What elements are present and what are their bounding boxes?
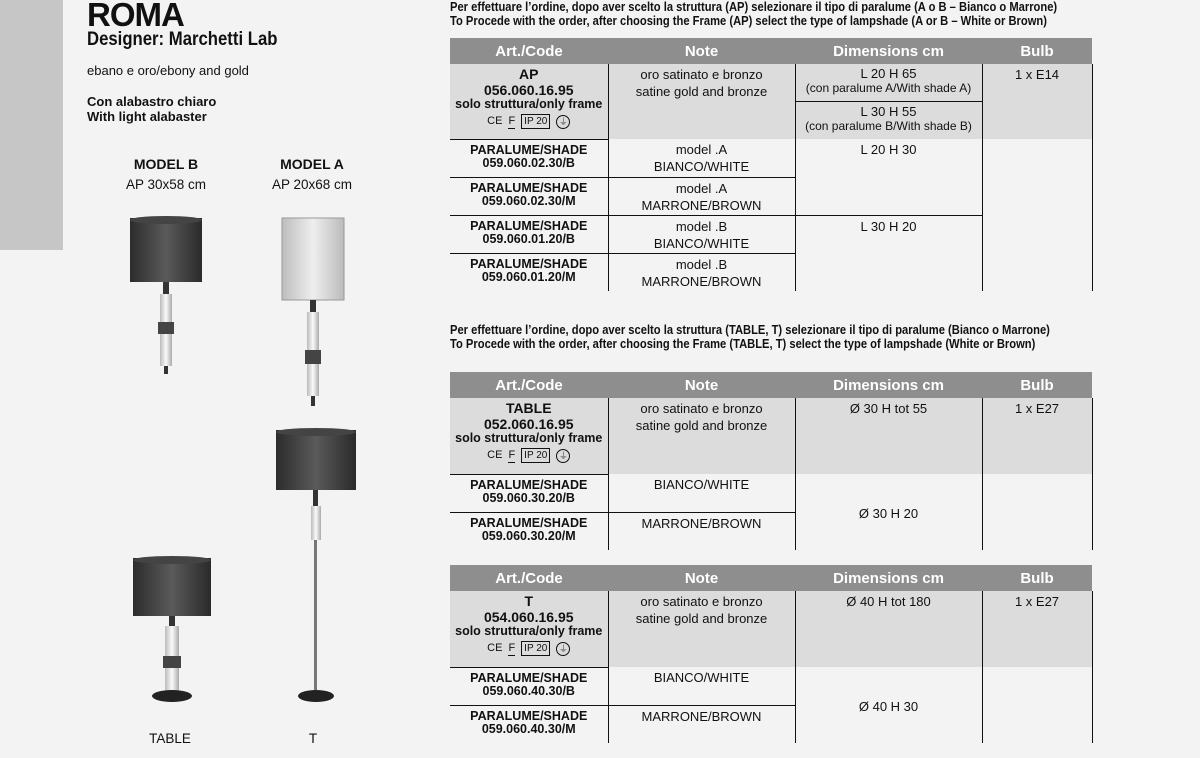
alabaster-en: With light alabaster: [87, 109, 207, 124]
shade-note-cell: [608, 215, 795, 253]
shade-code: 059.060.02.30/B: [482, 155, 575, 170]
frame-code: 056.060.16.95: [483, 82, 574, 98]
frame-type: TABLE: [505, 400, 552, 416]
dimension-sub: (con paralume A/With shade A): [805, 81, 972, 95]
shade-code-cell: [450, 139, 608, 177]
note-line: model .B: [675, 256, 728, 272]
header-row: [450, 38, 1092, 64]
ground-icon: ⏚: [556, 642, 570, 656]
instructions-it: Per effettuare l’ordine, dopo aver scelto la struttura (TABLE, T) selezionare il tipo di paralume (Bianco o Marrone): [450, 322, 1050, 337]
f-mark-icon: F: [508, 114, 516, 127]
shade-code: 059.060.01.20/B: [482, 231, 575, 246]
frame-desc: solo struttura/only frame: [455, 97, 603, 111]
f-mark-icon: F: [508, 641, 516, 654]
shade-label: PARALUME/SHADE: [470, 477, 588, 492]
shade-bulb-cell: [982, 474, 1092, 550]
table-lamp-image: [125, 550, 225, 710]
frame-dims-cell: [795, 591, 982, 667]
certification-icons: [450, 641, 608, 656]
note-line: BIANCO/WHITE: [653, 477, 750, 492]
shade-note-cell: [608, 253, 795, 291]
certification-icons: [450, 114, 608, 129]
ip-rating-icon: IP 20: [521, 448, 550, 463]
table-lamp-label: TABLE: [149, 731, 191, 746]
ce-mark-icon: CE: [487, 642, 503, 654]
shade-row: [450, 667, 1092, 705]
dimension-entry: [796, 64, 982, 101]
column-header: Art./Code: [450, 38, 608, 64]
note-line: BIANCO/WHITE: [653, 670, 750, 685]
shade-code: 059.060.40.30/B: [482, 683, 575, 698]
shade-note-cell: [608, 512, 795, 550]
note-line: MARRONE/BROWN: [641, 273, 762, 289]
note-line: oro satinato e bronzo: [640, 401, 763, 416]
frame-desc: solo struttura/only frame: [455, 431, 603, 445]
column-header: Note: [608, 372, 795, 398]
frame-code-cell: [450, 398, 608, 474]
shade-note-cell: [608, 705, 795, 743]
dimension-entry: [796, 400, 982, 417]
model-a-label: MODEL A: [280, 156, 344, 172]
shade-label: PARALUME/SHADE: [470, 218, 588, 233]
shade-row: [450, 474, 1092, 512]
floor-lamp-image: [268, 420, 368, 710]
note-line: satine gold and bronze: [635, 611, 768, 626]
product-title: ROMA: [87, 0, 184, 33]
note-line: MARRONE/BROWN: [641, 197, 762, 213]
spec-table: [450, 38, 1093, 291]
shade-code-cell: [450, 474, 608, 512]
shade-note-cell: [608, 667, 795, 705]
frame-row: [450, 591, 1092, 667]
dimension-entry: [796, 593, 982, 610]
finish: ebano e oro/ebony and gold: [87, 63, 249, 78]
shade-code-cell: [450, 512, 608, 550]
header-row: [450, 372, 1092, 398]
shade-bulb-cell: [982, 667, 1092, 743]
note-line: BIANCO/WHITE: [653, 159, 750, 174]
spec-table: [450, 372, 1093, 550]
column-header: Art./Code: [450, 372, 608, 398]
ce-mark-icon: CE: [487, 115, 503, 127]
note-line: satine gold and bronze: [635, 418, 768, 433]
frame-code: 052.060.16.95: [483, 416, 574, 432]
shade-code-cell: [450, 177, 608, 215]
shade-note-cell: [608, 474, 795, 512]
shade-code-cell: [450, 215, 608, 253]
note-line: MARRONE/BROWN: [641, 708, 762, 724]
column-header: Dimensions cm: [795, 565, 982, 591]
model-a-size: AP 20x68 cm: [271, 177, 353, 192]
model-b-size: AP 30x58 cm: [125, 177, 207, 192]
frame-note-cell: [608, 591, 795, 667]
frame-code-cell: [450, 591, 608, 667]
order-instructions: [450, 323, 1050, 351]
frame-code: 054.060.16.95: [483, 609, 574, 625]
ce-mark-icon: CE: [487, 449, 503, 461]
note-line: model .A: [675, 142, 728, 157]
frame-type: AP: [519, 66, 539, 82]
ground-icon: ⏚: [556, 115, 570, 129]
shade-code: 059.060.40.30/M: [481, 721, 576, 736]
frame-bulb-cell: 1 x E27: [982, 591, 1092, 667]
frame-dims-cell: [795, 64, 982, 139]
header-row: [450, 565, 1092, 591]
instructions-en: To Procede with the order, after choosing the Frame (AP) select the type of lampshade (A or B – White or Brown): [450, 13, 1047, 28]
shade-code: 059.060.01.20/M: [481, 269, 576, 284]
frame-note-cell: [608, 64, 795, 139]
designer: Designer: Marchetti Lab: [87, 29, 278, 50]
frame-bulb-cell: 1 x E27: [982, 398, 1092, 474]
dimension-main: L 30 H 55: [860, 104, 917, 119]
frame-desc: solo struttura/only frame: [455, 624, 603, 638]
shade-dims-cell: Ø 40 H 30: [795, 667, 982, 743]
note-line: BIANCO/WHITE: [653, 235, 750, 251]
shade-dims-cell: Ø 30 H 20: [795, 474, 982, 550]
instructions-en: To Procede with the order, after choosing the Frame (TABLE, T) select the type of lampshade (White or Brown): [450, 336, 1036, 351]
alabaster-note: [87, 94, 216, 124]
frame-row: [450, 398, 1092, 474]
column-header: Dimensions cm: [795, 38, 982, 64]
frame-dims-cell: [795, 398, 982, 474]
dimension-entry: [796, 101, 982, 138]
instructions-it: Per effettuare l’ordine, dopo aver scelto la struttura (AP) selezionare il tipo di paralume (A o B – Bianco o Marrone): [450, 0, 1058, 14]
shade-dims-cell: L 30 H 20: [795, 215, 982, 291]
model-b-label: MODEL B: [133, 156, 199, 172]
column-header: Dimensions cm: [795, 372, 982, 398]
note-line: MARRONE/BROWN: [641, 515, 762, 531]
column-header: Bulb: [982, 372, 1092, 398]
note-line: model .B: [675, 218, 728, 234]
shade-note-cell: [608, 177, 795, 215]
certification-icons: [450, 448, 608, 463]
shade-label: PARALUME/SHADE: [470, 180, 588, 195]
wall-lamp-model-b-image: [120, 210, 220, 380]
alabaster-it: Con alabastro chiaro: [87, 94, 217, 109]
dimension-sub: (con paralume B/With shade B): [805, 119, 972, 133]
shade-label: PARALUME/SHADE: [470, 142, 588, 157]
floor-lamp-label: T: [308, 731, 318, 746]
shade-code-cell: [450, 705, 608, 743]
dimension-main: L 20 H 65: [860, 66, 917, 81]
frame-note-cell: [608, 398, 795, 474]
frame-type: T: [524, 593, 534, 609]
frame-bulb-cell: 1 x E14: [982, 64, 1092, 139]
shade-code: 059.060.30.20/M: [481, 528, 576, 543]
spec-table: [450, 565, 1093, 743]
dimension-main: Ø 40 H tot 180: [846, 594, 931, 609]
column-header: Note: [608, 565, 795, 591]
note-line: satine gold and bronze: [635, 84, 768, 99]
shade-code: 059.060.30.20/B: [482, 490, 575, 505]
shade-dims-cell: L 20 H 30: [795, 139, 982, 215]
shade-code: 059.060.02.30/M: [481, 193, 576, 208]
shade-label: PARALUME/SHADE: [470, 256, 588, 271]
shade-label: PARALUME/SHADE: [470, 670, 588, 685]
ground-icon: ⏚: [556, 449, 570, 463]
column-header: Bulb: [982, 38, 1092, 64]
f-mark-icon: F: [508, 448, 516, 461]
note-line: oro satinato e bronzo: [640, 67, 763, 82]
wall-lamp-model-a-image: [270, 210, 360, 410]
shade-code-cell: [450, 667, 608, 705]
column-header: Note: [608, 38, 795, 64]
order-instructions: [450, 0, 1057, 28]
ip-rating-icon: IP 20: [521, 641, 550, 656]
note-line: oro satinato e bronzo: [640, 594, 763, 609]
ip-rating-icon: IP 20: [521, 114, 550, 129]
column-header: Bulb: [982, 565, 1092, 591]
shade-row: [450, 139, 1092, 177]
dimension-main: Ø 30 H tot 55: [849, 401, 928, 416]
note-line: model .A: [675, 180, 728, 196]
shade-code-cell: [450, 253, 608, 291]
frame-code-cell: [450, 64, 608, 139]
shade-note-cell: [608, 139, 795, 177]
side-tab: [0, 0, 63, 250]
column-header: Art./Code: [450, 565, 608, 591]
shade-bulb-cell: [982, 139, 1092, 291]
shade-label: PARALUME/SHADE: [470, 708, 588, 723]
shade-label: PARALUME/SHADE: [470, 515, 588, 530]
frame-row: [450, 64, 1092, 139]
